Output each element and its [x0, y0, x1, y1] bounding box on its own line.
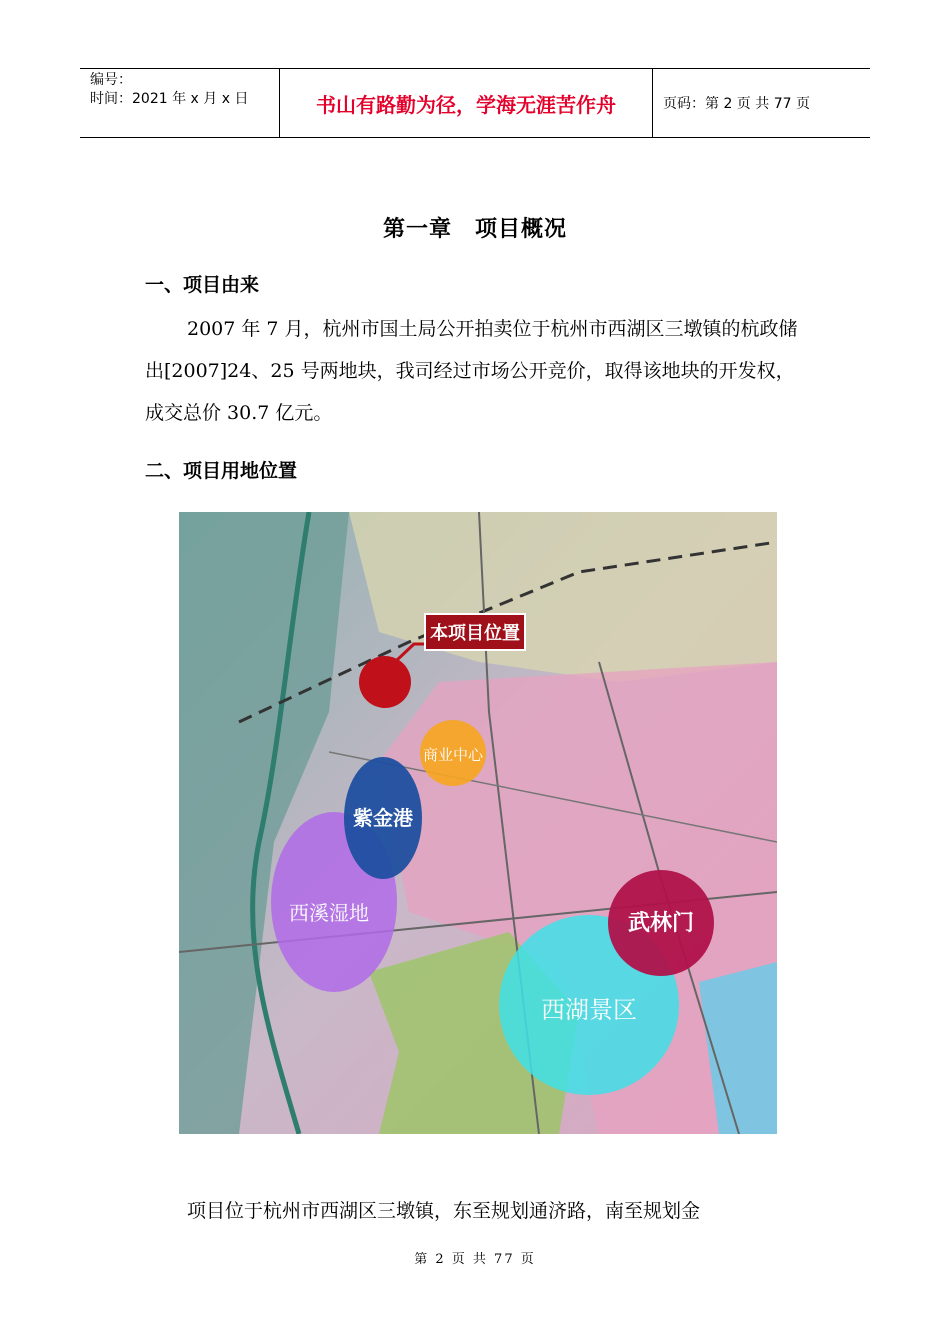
- header-meta: [80, 69, 280, 137]
- label-zijingang: 紫金港: [353, 806, 413, 830]
- chapter-title: 第一章 项目概况: [382, 217, 567, 242]
- zone-project: [359, 656, 411, 708]
- location-map: [179, 512, 777, 1134]
- page-header: [80, 68, 870, 138]
- header-motto: 书山有路勤为径，学海无涯苦作舟: [280, 69, 653, 137]
- section-heading-location: 二、项目用地位置: [145, 460, 298, 482]
- page-footer: 第 2 页 共 77 页: [414, 1252, 536, 1267]
- label-commercial: 商业中心: [422, 746, 484, 764]
- time-label: 时间：2021 年 x 月 x 日: [90, 91, 249, 107]
- map-graphic: [179, 512, 777, 1134]
- header-page-info: 页码：第 2 页 共 77 页: [663, 96, 810, 112]
- label-westlake: 西湖景区: [541, 996, 637, 1024]
- id-label: 编号：: [90, 72, 132, 88]
- section-text-origin: 2007 年 7 月，杭州市国土局公开拍卖位于杭州市西湖区三墩镇的杭政储出[2007]24、25 号两地块，我司经过市场公开竞价，取得该地块的开发权，成交总价 30.7 亿元。: [145, 318, 798, 424]
- label-xixi: 西溪湿地: [289, 901, 369, 925]
- label-wulinmen: 武林门: [627, 911, 695, 936]
- section-text-location: 项目位于杭州市西湖区三墩镇，东至规划通济路，南至规划金: [187, 1200, 701, 1222]
- section-heading-origin: 一、项目由来: [145, 274, 260, 296]
- callout-label: 本项目位置: [430, 623, 520, 644]
